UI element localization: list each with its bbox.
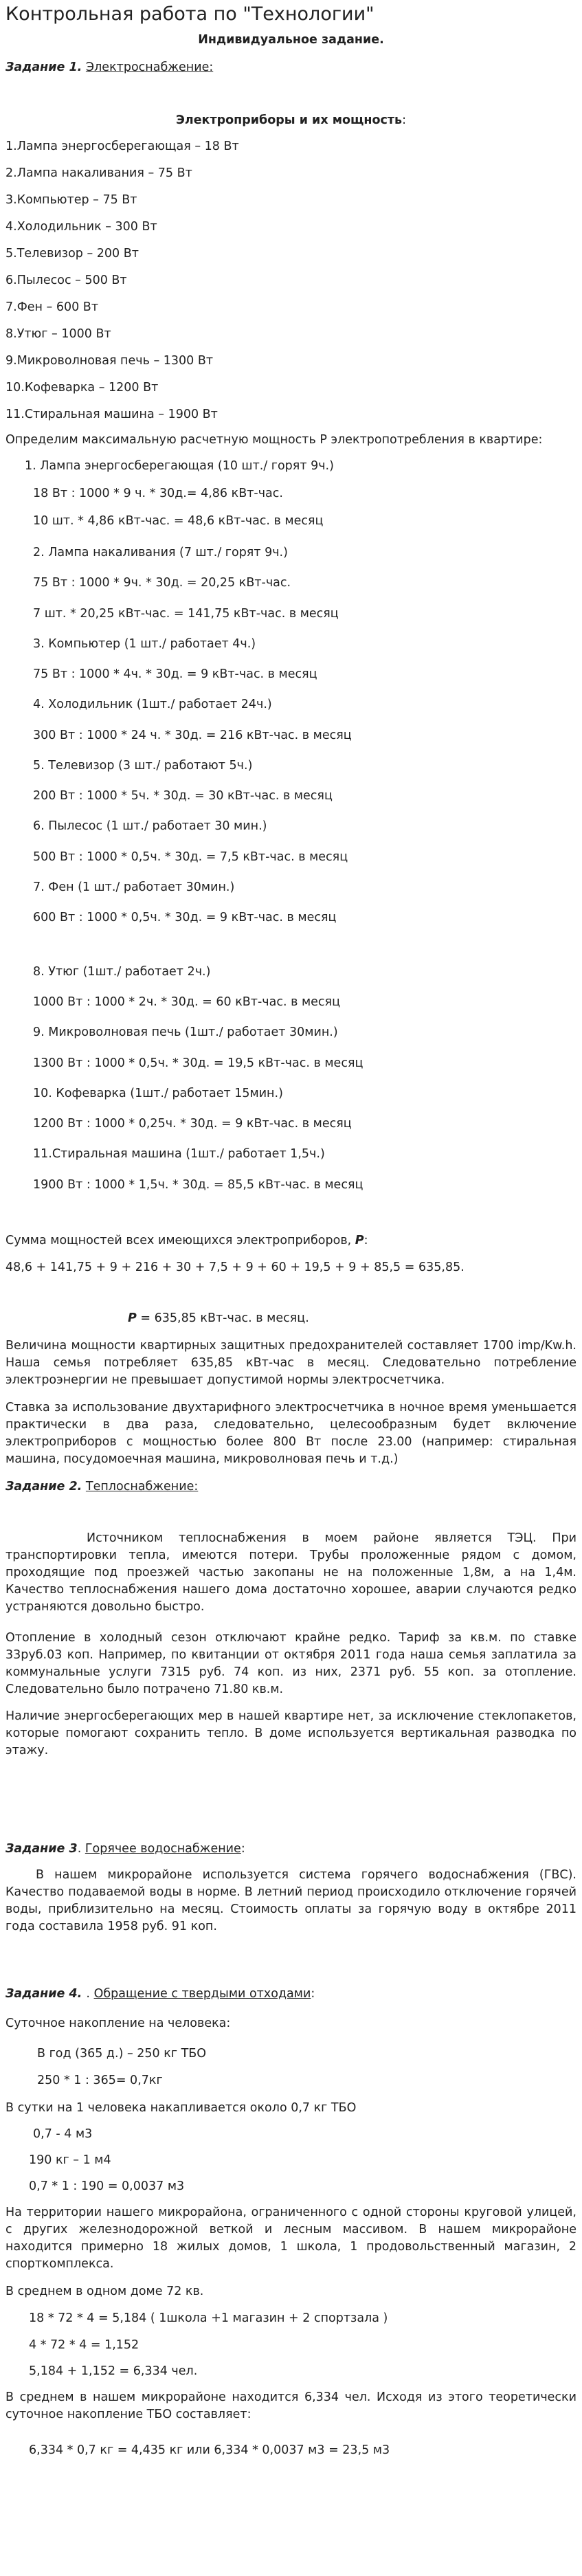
device-item: 2.Лампа накаливания – 75 Вт xyxy=(5,166,192,180)
calc-line: 1000 Вт : 1000 * 2ч. * 30д. = 60 кВт-час. в месяц xyxy=(33,995,340,1009)
calc-line: 7. Фен (1 шт./ работает 30мин.) xyxy=(33,880,235,894)
calc-line: 4. Холодильник (1шт./ работает 24ч.) xyxy=(33,698,272,711)
calc-line: 10. Кофеварка (1шт./ работает 15мин.) xyxy=(33,1087,283,1100)
calc-line: 75 Вт : 1000 * 9ч. * 30д. = 20,25 кВт-час. xyxy=(33,576,291,590)
sum-expression: 48,6 + 141,75 + 9 + 216 + 30 + 7,5 + 9 + 60 + 19,5 + 9 + 85,5 = 635,85. xyxy=(5,1261,465,1274)
device-item: 7.Фен – 600 Вт xyxy=(5,300,99,314)
calc-line: 10 шт. * 4,86 кВт-час. = 48,6 кВт-час. в месяц xyxy=(33,514,324,528)
device-item: 6.Пылесос – 500 Вт xyxy=(5,274,127,287)
calc-line: 2. Лампа накаливания (7 шт./ горят 9ч.) xyxy=(33,546,288,559)
final-calc-line: 6,334 * 0,7 кг = 4,435 кг или 6,334 * 0,0037 м3 = 23,5 м3 xyxy=(29,2443,390,2457)
device-item: 10.Кофеварка – 1200 Вт xyxy=(5,381,159,395)
sum-label-text: Сумма мощностей всех имеющихся электроприборов, xyxy=(5,1234,355,1247)
sum-label xyxy=(5,1232,577,1250)
task2-paragraph: Отопление в холодный сезон отключают крайне редко. Тариф за кв.м. по ставке 33руб.03 коп. Например, по квитанции от октября 2011 года наша семья заплатила за коммунальные услуги 7315 руб. 74 коп. из них, 2371 руб. 55 коп. за отопление. Следовательно было потрачено 71.80 кв.м. xyxy=(5,1631,577,1696)
calc-line: 0,7 * 1 : 190 = 0,0037 м3 xyxy=(29,2179,185,2193)
calc-line: 8. Утюг (1шт./ работает 2ч.) xyxy=(33,965,211,979)
device-item: 9.Микроволновая печь – 1300 Вт xyxy=(5,354,214,368)
task1-paragraph: Ставка за использование двухтарифного электросчетчика в ночное время уменьшается практически в два раза, следовательно, целесообразным будет включение электроприборов с мощностью более 800 Вт после 23.00 (например: стиральная машина, посудомоечная машина, микроволновая печь и т.д.) xyxy=(5,1401,577,1466)
calc-line: 5. Телевизор (3 шт./ работают 5ч.) xyxy=(33,759,253,773)
calc-line: 18 Вт : 1000 * 9 ч. * 30д.= 4,86 кВт-час. xyxy=(33,487,283,500)
task4-topic: Обращение с твердыми отходами xyxy=(93,1987,311,2001)
calc-line: 1. Лампа энергосберегающая (10 шт./ горят 9ч.) xyxy=(25,459,334,473)
task1-paragraph: Величина мощности квартирных защитных предохранителей составляет 1700 imp/Kw.h. Наша семья потребляет 635,85 кВт-час в месяц. Следовательно потребление электроэнергии не превышает допустимой нормы электросчетчика. xyxy=(5,1339,577,1387)
task1-topic: Электроснабжение: xyxy=(85,60,214,74)
calc-line: 0,7 - 4 м3 xyxy=(33,2127,93,2141)
calc-line: 500 Вт : 1000 * 0,5ч. * 30д. = 7,5 кВт-час. в месяц xyxy=(33,850,348,864)
device-item: 4.Холодильник – 300 Вт xyxy=(5,220,157,234)
average-line: В среднем в одном доме 72 кв. xyxy=(5,2285,204,2298)
task3-label: Задание 3 xyxy=(5,1842,78,1856)
calc-line: 1300 Вт : 1000 * 0,5ч. * 30д. = 19,5 кВт-час. в месяц xyxy=(33,1056,363,1070)
task3-header xyxy=(5,1841,577,1858)
sum-var: P xyxy=(355,1234,364,1247)
task2-label: Задание 2. xyxy=(5,1480,82,1494)
calc-line: 600 Вт : 1000 * 0,5ч. * 30д. = 9 кВт-час. в месяц xyxy=(33,911,337,924)
device-item: 3.Компьютер – 75 Вт xyxy=(5,193,137,207)
task1-heading-text: Электроприборы и их мощность xyxy=(176,113,403,127)
result-var: P xyxy=(128,1311,137,1325)
calc-line: 75 Вт : 1000 * 4ч. * 30д. = 9 кВт-час. в месяц xyxy=(33,667,317,681)
calc-line: В год (365 д.) – 250 кг ТБО xyxy=(37,2047,207,2061)
calc-line: 3. Компьютер (1 шт./ работает 4ч.) xyxy=(33,637,256,651)
device-item: 5.Телевизор – 200 Вт xyxy=(5,247,139,260)
calc-line: 11.Стиральная машина (1шт./ работает 1,5ч.) xyxy=(33,1147,325,1161)
result-line xyxy=(128,1310,577,1327)
calc-line: 18 * 72 * 4 = 5,184 ( 1школа +1 магазин + 2 спортзала ) xyxy=(29,2311,388,2325)
subtitle: Индивидуальное задание. xyxy=(198,33,384,47)
task3-paragraph: В нашем микрорайоне используется система горячего водоснабжения (ГВС). Качество подаваемой воды в норме. В летний период происходило отключение горячей воды, приблизительно на месяц. Стоимость оплаты за горячую воду в октябре 2011 года составила 1958 руб. 91 коп. xyxy=(5,1868,577,1933)
task2-paragraph: Источником теплоснабжения в моем районе является ТЭЦ. При транспортировки тепла, имеются потери. Трубы проложенные рядом с домом, проходящие под проезжей частью закопаны не на положенные 1,8м, а на 1,4м. Качество теплоснабжения нашего дома достаточно хорошее, аварии случаются редко устраняются довольно быстро. xyxy=(5,1531,577,1614)
calc-line: 1900 Вт : 1000 * 1,5ч. * 30д. = 85,5 кВт-час. в месяц xyxy=(33,1178,363,1192)
calc-line: 7 шт. * 20,25 кВт-час. = 141,75 кВт-час. в месяц xyxy=(33,607,339,621)
calc-intro: Определим максимальную расчетную мощность P электропотребления в квартире: xyxy=(5,433,543,447)
sum-colon: : xyxy=(363,1234,368,1247)
document-title: Контрольная работа по "Технологии" xyxy=(5,3,374,25)
task2-topic: Теплоснабжение: xyxy=(85,1480,199,1494)
calc-line: 6. Пылесос (1 шт./ работает 30 мин.) xyxy=(33,819,267,833)
task2-header xyxy=(5,1478,577,1496)
task4-paragraph: На территории нашего микрорайона, ограниченного с одной стороны круговой улицей, с других железнодорожной веткой и лесным массивом. В нашем микрорайоне находится примерно 18 жилых домов, 1 школа, 1 продовольственный магазин, 2 спорткомплекса. xyxy=(5,2206,577,2271)
calc-line: 200 Вт : 1000 * 5ч. * 30д. = 30 кВт-час. в месяц xyxy=(33,789,333,803)
calc-line: 9. Микроволновая печь (1шт./ работает 30мин.) xyxy=(33,1025,338,1039)
task4-label: Задание 4. xyxy=(5,1987,87,2001)
task3-colon: : xyxy=(240,1842,245,1856)
task2-paragraph: Наличие энергосберегающих мер в нашей квартире нет, за исключение стеклопакетов, которые помогают сохранить тепло. В доме используется вертикальная разводка по этажу. xyxy=(5,1709,577,1757)
per-day-line: В сутки на 1 человека накапливается около 0,7 кг ТБО xyxy=(5,2101,357,2115)
result-text: = 635,85 кВт-час. в месяц. xyxy=(136,1311,309,1325)
device-item: 1.Лампа энергосберегающая – 18 Вт xyxy=(5,140,239,153)
task3-sep: . xyxy=(77,1842,85,1856)
task1-label: Задание 1. xyxy=(5,60,82,74)
calc-line: 5,184 + 1,152 = 6,334 чел. xyxy=(29,2364,198,2378)
task4-header xyxy=(5,1986,577,2003)
task4-sep: . xyxy=(86,1987,94,2001)
calc-line: 250 * 1 : 365= 0,7кг xyxy=(37,2074,163,2087)
accumulation-title: Суточное накопление на человека: xyxy=(5,2017,231,2030)
calc-line: 300 Вт : 1000 * 24 ч. * 30д. = 216 кВт-час. в месяц xyxy=(33,729,352,742)
task4-paragraph: В среднем в нашем микрорайоне находится 6,334 чел. Исходя из этого теоретически суточное накопление ТБО составляет: xyxy=(5,2390,577,2421)
task1-header xyxy=(5,59,577,76)
device-item: 11.Стиральная машина – 1900 Вт xyxy=(5,408,218,421)
calc-line: 190 кг – 1 м4 xyxy=(29,2153,111,2167)
device-item: 8.Утюг – 1000 Вт xyxy=(5,327,111,341)
calc-line: 1200 Вт : 1000 * 0,25ч. * 30д. = 9 кВт-час. в месяц xyxy=(33,1117,352,1131)
task4-colon: : xyxy=(311,1987,315,2001)
task1-heading xyxy=(5,112,577,129)
task3-topic: Горячее водоснабжение xyxy=(85,1842,241,1856)
task1-heading-colon: : xyxy=(402,113,406,127)
calc-line: 4 * 72 * 4 = 1,152 xyxy=(29,2338,139,2352)
